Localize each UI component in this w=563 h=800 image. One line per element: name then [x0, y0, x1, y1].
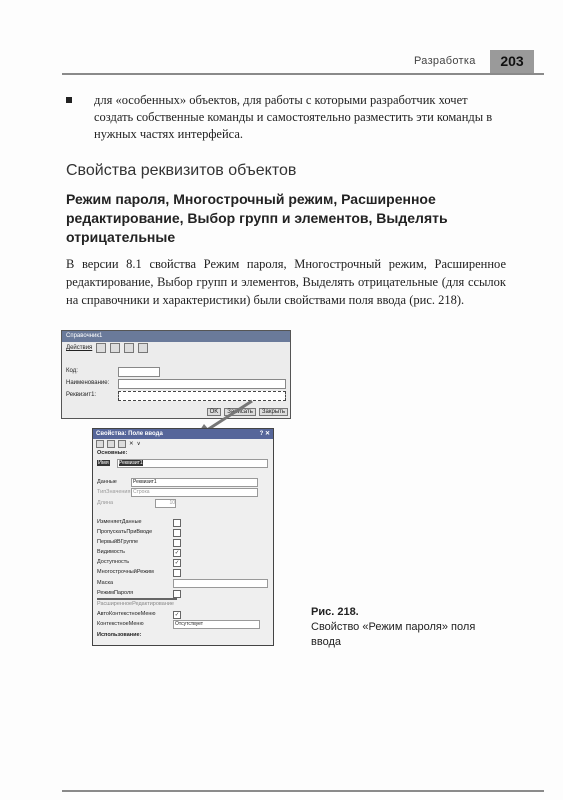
prop-checkbox[interactable] [173, 519, 181, 527]
figure-caption [311, 605, 491, 650]
help-icon[interactable] [138, 343, 148, 353]
filter-icon[interactable] [118, 440, 126, 448]
prop-length-label: Длина [97, 500, 114, 506]
prop-password-label: РежимПароля [97, 590, 134, 596]
bullet-marker [66, 97, 72, 103]
highlight-underline [97, 598, 177, 600]
name-label: Наименование: [66, 380, 110, 386]
prop-checkbox[interactable] [173, 539, 181, 547]
prop-checkbox[interactable] [173, 529, 181, 537]
prop-type-label: ТипЗначения [97, 489, 131, 495]
prop-name-value[interactable]: Реквизит1 [117, 459, 268, 468]
prop-checkbox-label: ПропускатьПриВводе [97, 529, 153, 535]
actions-menu[interactable]: Действия [66, 345, 93, 351]
code-field[interactable] [118, 367, 160, 377]
running-header: Разработка [414, 55, 476, 67]
prop-checkbox-label: Доступность [97, 559, 130, 565]
prop-type-value[interactable]: Строка [131, 488, 258, 497]
toolbar-icon[interactable] [110, 343, 120, 353]
bullet-paragraph: для «особенных» объектов, для работы с которыми разработчик хочет создать собственные команды и самостоятельно разместить эти команды в нужных частях интерфейса. [94, 93, 493, 141]
properties-window [92, 428, 274, 646]
close-icon[interactable]: ? ✕ [259, 431, 270, 437]
prop-length-value[interactable]: 10 [155, 499, 176, 508]
section-heading: Свойства реквизитов объектов [66, 162, 297, 179]
group-usage[interactable]: Использование: [97, 632, 142, 638]
ok-button[interactable]: OK [207, 408, 222, 416]
catalog-toolbar [62, 342, 290, 354]
catalog-window-title: Справочник1 [62, 331, 290, 342]
figure-number: Рис. 218. [311, 606, 359, 618]
prop-password-checkbox[interactable] [173, 590, 181, 598]
toolbar-icon[interactable] [96, 343, 106, 353]
subsection-heading: Режим пароля, Многострочный режим, Расширенное редактирование, Выбор групп и элементов, Выделять отрицательные [66, 191, 448, 245]
properties-window-title: Свойства: Поле ввода ? ✕ [93, 429, 273, 439]
sort-icon[interactable] [96, 440, 104, 448]
prop-checkbox[interactable] [173, 569, 181, 577]
prop-data-label: Данные [97, 479, 117, 485]
body-paragraph: В версии 8.1 свойства Режим пароля, Многострочный режим, Расширенное редактирование, Выбор групп и элементов, Выделять отрицательные (для ссылок на справочники и характеристики) были свойствами поля ввода (рис. 218). [66, 257, 506, 307]
properties-toolbar [93, 439, 273, 448]
toolbar-icon[interactable] [124, 343, 134, 353]
prop-checkbox-checked[interactable]: ✓ [174, 560, 180, 566]
prop-checkbox-label: ПервыйВГруппе [97, 539, 139, 545]
prop-contextmenu-value[interactable]: Отсутствует [173, 620, 260, 629]
close-icon[interactable]: ✕ [129, 440, 134, 447]
sort-icon[interactable] [107, 440, 115, 448]
name-field[interactable] [118, 379, 286, 389]
prop-name-label: Имя [98, 460, 109, 466]
prop-data-value[interactable]: Реквизит1 [131, 478, 258, 487]
prop-autocontext-label: АвтоКонтекстноеМеню [97, 611, 156, 617]
prop-checkbox-label: ИзменяетДанные [97, 519, 142, 525]
prop-extended-label: РасширенноеРедактирование [97, 601, 174, 607]
chevron-down-icon[interactable]: ∨ [136, 440, 141, 447]
group-main[interactable]: Основные: [97, 450, 128, 456]
prop-checkbox-checked[interactable]: ✓ [174, 550, 180, 556]
prop-checkbox-label: МногострочныйРежим [97, 569, 154, 575]
code-label: Код: [66, 368, 78, 374]
page-number: 203 [490, 50, 534, 73]
figure-caption-text: Свойство «Режим пароля» поля ввода [311, 621, 476, 648]
attribute-label: Реквизит1: [66, 392, 97, 398]
prop-mask-value[interactable] [173, 579, 268, 588]
close-button[interactable]: Закрыть [259, 408, 288, 416]
prop-mask-label: Маска [97, 580, 114, 586]
prop-checkbox-label: Видимость [97, 549, 125, 555]
save-button[interactable]: Записать [224, 408, 256, 416]
prop-checkbox-checked[interactable]: ✓ [174, 612, 180, 618]
header-rule [62, 73, 544, 75]
footer-rule [62, 790, 544, 792]
prop-contextmenu-label: КонтекстноеМеню [97, 621, 144, 627]
